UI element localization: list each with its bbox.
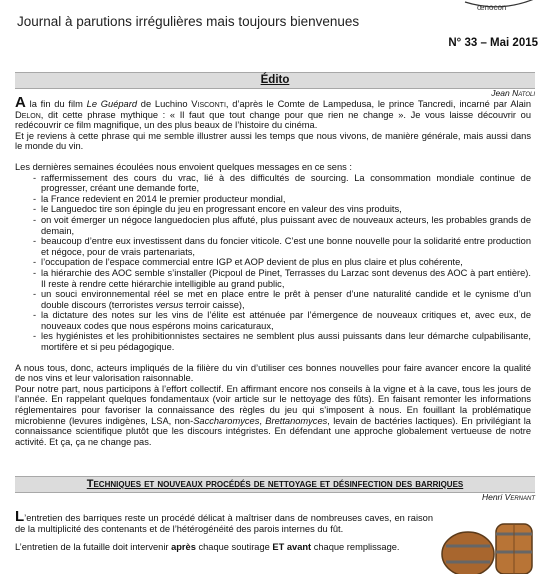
article-title: Techniques et nouveaux procédés de nettoyage et désinfection des barriques (86, 478, 464, 490)
edito-paragraph-3: Les dernières semaines écoulées nous envoient quelques messages en ce sens : (15, 161, 352, 172)
edito-paragraph-4: A nous tous, donc, acteurs impliqués de la filière du vin d’utiliser ces bonnes nouvelles pour faire avancer encore la qualité de nos vins et leur valorisation raisonnable. (15, 362, 531, 384)
barrels-illustration (438, 514, 538, 574)
list-item: - beaucoup d’entre eux investissent dans du foncier viticole. C’est une bonne nouvelle pour la solidarité entre production et négoce, pour de vrais partenariats, (41, 236, 531, 257)
issue-number: N° 33 – Mai 2015 (448, 37, 538, 49)
edito-paragraph-5: Pour notre part, nous participons à l’effort collectif. En affirmant encore nos conseils à la vigne et à la cave, tous les jours de l’année. En rappelant quelques fondamentaux (voir article sur le nettoyage des fûts). En faisant remonter les informations réglementaires pour favoriser la connaissance des règles du jeu qui s’imposent à nous. En fouillant la problématique microbienne (levures indigènes, LSA, non-Saccharomyces, Brettanomyces, levain de bactéries lactiques). En privilégiant la connaissance scientifique plutôt que les discours intégristes. En défendant une approche globalement vertueuse de notre activité. Et ça, ça ne change pas. (15, 383, 531, 447)
list-item: - le Languedoc tire son épingle du jeu en progressant encore en valeur des vins produits, (41, 204, 531, 215)
oenoconseil-logo (463, 0, 543, 12)
article-body (15, 508, 433, 553)
list-item: - un souci environnemental réel se met en place entre le prêt à penser d’une naturalité candide et le cynisme d’un double discours (terroristes versus terroir caisse), (41, 289, 531, 310)
list-item: - la dictature des notes sur les vins de l’élite est atténuée par l’émergence de nouveaux critiques et, avec eux, de nouveaux codes que nous espérons moins caricaturaux, (41, 310, 531, 331)
journal-tagline: Journal à parutions irrégulières mais toujours bienvenues (17, 14, 360, 29)
logo-text: œnocon (477, 3, 507, 12)
edito-title: Édito (260, 74, 290, 86)
edito-paragraph-2: Et je reviens à cette phrase qui me semble illustrer aussi les temps que nous vivons, de manière générale, mais aussi dans le monde du vin. (15, 130, 531, 152)
edito-header (15, 72, 535, 98)
article-paragraph-2: L’entretien de la futaille doit intervenir après chaque soutirage ET avant chaque remplissage. (15, 542, 400, 553)
edito-author: Jean Natoli (491, 88, 535, 98)
article-author: Henri Vernant (481, 492, 535, 502)
list-item: - la France redevient en 2014 le premier producteur mondial, (41, 194, 531, 205)
list-item: - on voit émerger un négoce languedocien plus affuté, plus puissant avec de nouveaux acteurs, les probables grands de demain, (41, 215, 531, 236)
list-item: - l’occupation de l’espace commercial entre IGP et AOP devient de plus en plus claire et plus cohérente, (41, 257, 531, 268)
edito-message-list (15, 173, 531, 353)
article-paragraph-1: L’entretien des barriques reste un procédé délicat à maîtriser dans de nombreuses caves, en raison de la multiplicité des contenants et de l’hétérogénéité des parois internes du fût. (15, 508, 433, 534)
edito-paragraph-1: A la fin du film Le Guépard de Luchino Visconti, d’après le Comte de Lampedusa, le prince Tancredi, incarné par Alain Delon, dit cette phrase mythique : « Il faut que tout change pour que rien ne change ». Je vous laisse découvrir ou redécouvrir ce film magnifique, un des plus beaux de l’histoire du cinéma. (15, 94, 532, 131)
list-item: - la hiérarchie des AOC semble s’installer (Picpoul de Pinet, Terrasses du Larzac sont devenus des AOC à part entière). Il reste à rendre cette hiérarchie intelligible au grand public, (41, 268, 531, 289)
list-item: - raffermissement des cours du vrac, lié à des difficultés de sourcing. La consommation mondiale continue de progresser, créant une demande forte, (41, 173, 531, 194)
list-item: - les hygiénistes et les prohibitionnistes sectaires ne semblent plus aussi puissants dans leur démarche culpabilisante, mortifère et si peu pédagogique. (41, 331, 531, 352)
article-header (15, 476, 535, 502)
edito-body (15, 94, 532, 447)
